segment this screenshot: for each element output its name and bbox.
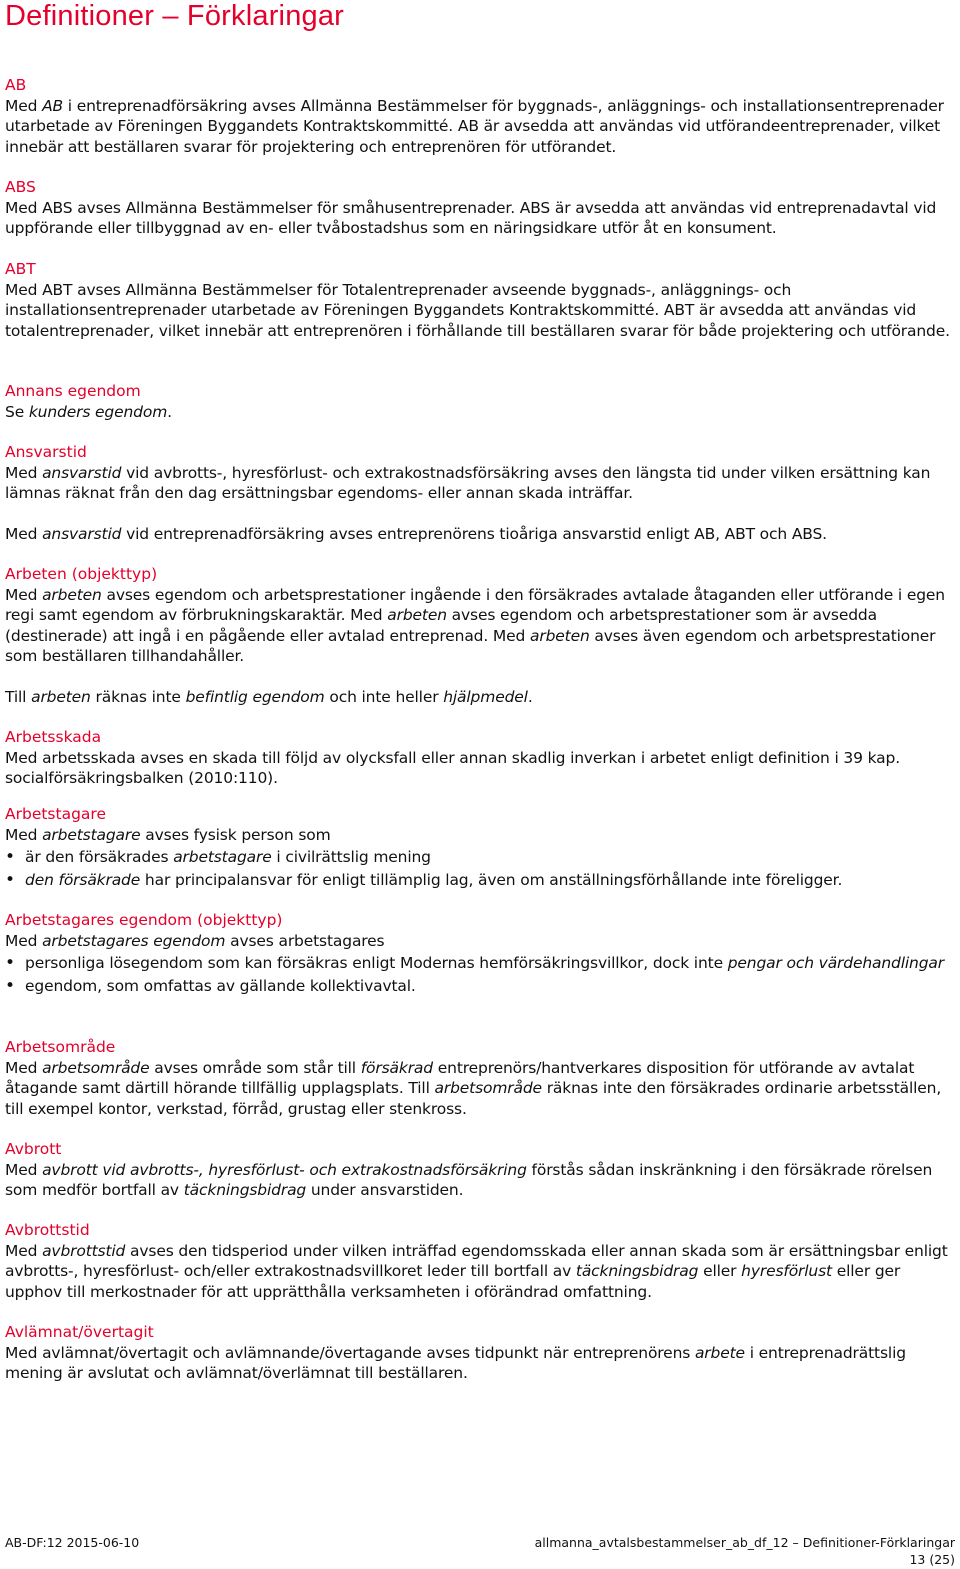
section-arbetstagares-egendom (5, 910, 950, 998)
section-text: Med avlämnat/övertagit och avlämnande/övertagande avses tidpunkt när entreprenörens arbete i entreprenadrättslig mening är avslutat och avlämnat/överlämnat till beställaren. (5, 1343, 906, 1382)
section-text: Med ansvarstid vid entreprenadförsäkring avses entreprenörens tioåriga ansvarstid enligt AB, ABT och ABS. (5, 525, 827, 543)
section-arbetsskada (5, 727, 950, 789)
footer-document-id: AB-DF:12 2015-06-10 (5, 1535, 140, 1550)
bullet-list (5, 953, 950, 996)
section-text: Med AB i entreprenadförsäkring avses Allmänna Bestämmelser för byggnads-, anläggnings- och installationsentreprenader utarbetade av Föreningen Byggandets Kontraktskommitté. AB är avsedda att användas vid utförandeentreprenader, vilket innebär att beställaren svarar för projektering och entreprenören för utförandet. (5, 96, 944, 156)
section-text: Med arbetstagares egendom avses arbetstagares (5, 931, 385, 950)
section-arbetsomrade (5, 1037, 950, 1119)
list-item: • är den försäkrades arbetstagare i civilrättslig mening (5, 847, 950, 868)
section-text: Med arbetsområde avses område som står till försäkrad entreprenörs/hantverkares disposition för utförande av avtalat åtagande samt därtill hörande tillfällig upplagsplats. Till arbetsområde räknas inte den försäkrades ordinarie arbetsställen, till exempel kontor, verkstad, förråd, grustag eller stenkross. (5, 1058, 942, 1118)
section-text: Till arbeten räknas inte befintlig egendom och inte heller hjälpmedel. (5, 688, 533, 706)
section-text: Med ansvarstid vid avbrotts-, hyresförlust- och extrakostnadsförsäkring avses den längsta tid under vilken ersättning kan lämnas räknat från den dag ersättningsbar egendoms- eller annan skada inträffar. (5, 463, 931, 502)
section-text: Med ABS avses Allmänna Bestämmelser för småhusentreprenader. ABS är avsedda att användas vid entreprenadavtal vid uppförande eller tillbyggnad av en- eller tvåbostadshus som en näringsidkare utför åt en konsument. (5, 198, 937, 237)
section-text: Med arbeten avses egendom och arbetsprestationer ingående i den försäkrades avtalade åtaganden eller utförande i egen regi samt egendom av förbrukningskaraktär. Med arbeten avses egendom och arbetsprestationer som är avsedda (destinerade) att ingå i en pågående eller avtalad entreprenad. Med arbeten avses även egendom och arbetsprestationer som beställaren tillhandahåller. (5, 585, 945, 665)
section-heading: Annans egendom (5, 382, 141, 400)
section-abs (5, 177, 950, 239)
section-abt (5, 259, 950, 341)
section-heading: Arbeten (objekttyp) (5, 565, 158, 583)
section-heading: Avlämnat/övertagit (5, 1323, 154, 1341)
section-avlamnat (5, 1322, 950, 1384)
list-item: • den försäkrade har principalansvar för enligt tillämplig lag, även om anställningsförhållande inte föreligger. (5, 870, 950, 891)
section-text: Se kunders egendom. (5, 402, 172, 421)
section-heading: ABT (5, 260, 36, 278)
section-heading: Avbrottstid (5, 1221, 90, 1239)
section-ab (5, 75, 950, 157)
section-heading: Arbetstagares egendom (objekttyp) (5, 911, 283, 929)
section-heading: Ansvarstid (5, 443, 87, 461)
section-text: Med avbrottstid avses den tidsperiod under vilken inträffad egendomsskada eller annan skada som är ersättningsbar enligt avbrotts-, hyresförlust- och/eller extrakostnadsvillkoret leder till bortfall av täckningsbidrag eller hyresförlust eller ger upphov till merkostnader för att upprätthålla verksamheten i oförändrad omfattning. (5, 1241, 948, 1301)
section-heading: Arbetsskada (5, 728, 102, 746)
section-arbetstagare (5, 804, 950, 892)
section-annans-egendom (5, 381, 950, 422)
section-heading: Arbetsområde (5, 1038, 116, 1056)
section-text: Med ABT avses Allmänna Bestämmelser för Totalentreprenader avseende byggnads-, anläggnings- och installationsentreprenader utarbetade av Föreningen Byggandets Kontraktskommitté. ABT är avsedda att användas vid totalentreprenader, vilket innebär att entreprenören i förhållande till beställaren svarar för både projektering och utförande. (5, 280, 950, 340)
bullet-list (5, 847, 950, 890)
footer-filename: allmanna_avtalsbestammelser_ab_df_12 – Definitioner-Förklaringar (534, 1535, 955, 1550)
page-title: Definitioner – Förklaringar (5, 0, 345, 32)
section-text: Med avbrott vid avbrotts-, hyresförlust- och extrakostnadsförsäkring förstås sådan inskränkning i den försäkrade rörelsen som medför bortfall av täckningsbidrag under ansvarstiden. (5, 1160, 933, 1199)
footer-file-info (535, 1535, 955, 1568)
list-item: • egendom, som omfattas av gällande kollektivavtal. (5, 976, 950, 997)
section-avbrott (5, 1139, 950, 1201)
section-text: Med arbetstagare avses fysisk person som (5, 825, 331, 844)
page-number: 13 (25) (909, 1551, 955, 1567)
section-heading: Arbetstagare (5, 805, 106, 823)
section-arbeten (5, 564, 950, 708)
section-ansvarstid (5, 442, 950, 545)
section-heading: Avbrott (5, 1140, 62, 1158)
section-avbrottstid (5, 1220, 950, 1302)
section-text: Med arbetsskada avses en skada till följd av olycksfall eller annan skadlig inverkan i arbetet enligt definition i 39 kap. socialförsäkringsbalken (2010:110). (5, 748, 900, 787)
section-heading: ABS (5, 178, 36, 196)
list-item: • personliga lösegendom som kan försäkras enligt Modernas hemförsäkringsvillkor, dock inte pengar och värdehandlingar (5, 953, 950, 974)
section-heading: AB (5, 76, 27, 94)
